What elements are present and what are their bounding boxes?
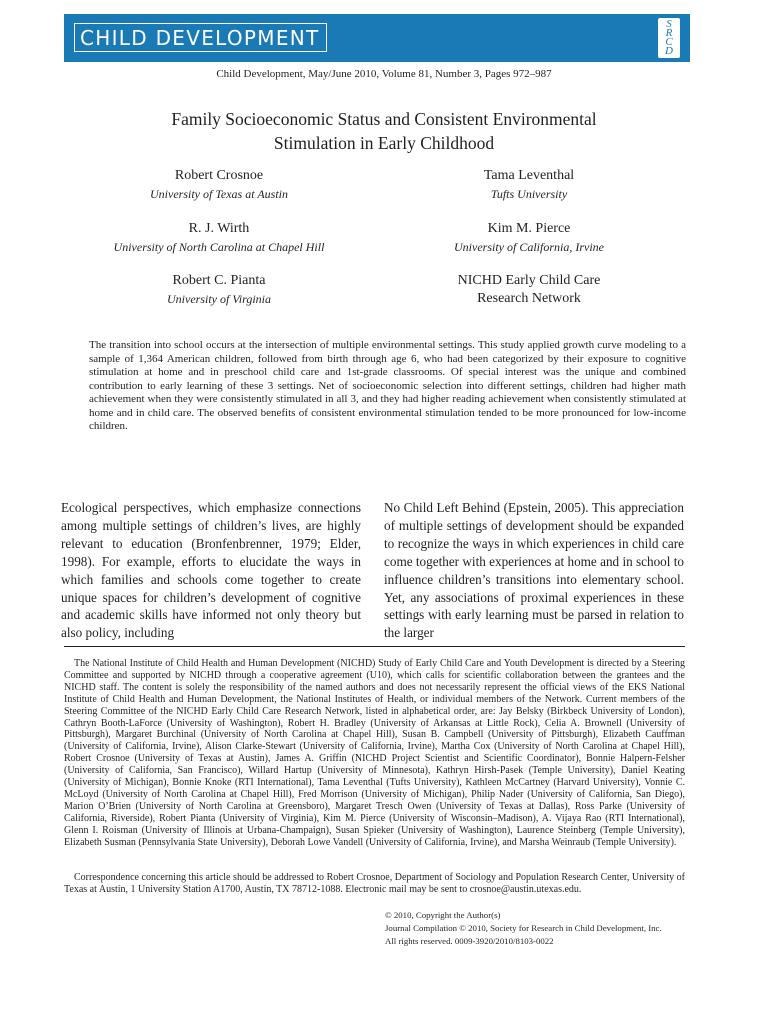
body-column-right: No Child Left Behind (Epstein, 2005). This appreciation of multiple settings of development should be expanded to recognize the ways in which experiences in child care come together with experiences at home and in school to influence children’s transitions into elementary school. Yet, any associations of proximal experiences in these settings with early learning must be parsed in relation to the larger [384,500,684,641]
logo-letter-r: R [665,27,673,39]
group-author-name-line-2: Research Network [477,291,581,306]
author-block [413,272,645,308]
author-affiliation: University of Virginia [167,292,271,306]
footnote-divider [64,646,685,647]
author-affiliation: University of California, Irvine [454,240,604,254]
correspondence-footnote: Correspondence concerning this article should be addressed to Robert Crosnoe, Department of Sociology and Population Research Center, University of Texas at Austin, 1 University Station A1700, Austin, TX 78712-1088. Electronic mail may be sent to crosnoe@austin.utexas.edu. [64,872,685,895]
author-block [413,220,645,256]
logo-letter-s: S [666,18,672,30]
group-author-name: NICHD Early Child Care [457,273,601,288]
copyright-line: © 2010, Copyright the Author(s) [385,910,501,920]
author-name: Kim M. Pierce [487,221,571,236]
author-name: Tama Leventhal [483,168,575,183]
abstract: The transition into school occurs at the intersection of multiple environmental settings. This study applied growth curve modeling to a sample of 1,364 American children, followed from birth through age 6, who had been categorized by their exposure to cognitive stimulation at home and in preschool child care and 1st-grade classrooms. Of special interest was the unique and combined contribution to early learning of these 3 settings. Net of socioeconomic selection into different settings, children had higher math achievement when they were consistently stimulated in all 3, and they had higher reading achievement when consistently stimulated at home and in child care. The observed benefits of consistent environmental stimulation tended to be more pronounced for low-income children. [89,339,686,432]
article-title-line-1: Family Socioeconomic Status and Consistent Environmental [171,109,597,129]
logo-letter-c: C [665,36,673,48]
logo-letter-d: D [665,45,673,57]
srcd-logo [658,18,680,58]
copyright-notice [385,909,705,948]
author-block [97,167,341,203]
journal-banner-title: CHILD DEVELOPMENT [80,26,320,50]
author-block [97,272,341,308]
author-affiliation: University of North Carolina at Chapel Hill [113,240,325,254]
article-title-line-2: Stimulation in Early Childhood [273,133,495,153]
article-title [84,107,684,155]
author-block [97,220,341,256]
funding-footnote: The National Institute of Child Health and Human Development (NICHD) Study of Early Child Care and Youth Development is directed by a Steering Committee and supported by NICHD through a cooperative agreement (U10), which calls for scientific collaboration between the grantees and the NICHD staff. The content is solely the responsibility of the named authors and does not necessarily represent the official views of the EKS National Institute of Child Health and Human Development, the National Institutes of Health, or individual members of the Network. Current members of the Steering Committee of the NICHD Early Child Care Research Network, listed in alphabetical order, are: Jay Belsky (Birkbeck University of London), Cathryn Booth-LaForce (University of Washington), Robert H. Bradley (University of Arkansas at Little Rock), Celia A. Brownell (University of Pittsburgh), Margaret Burchinal (University of North Carolina at Chapel Hill), Susan B. Campbell (University of Pittsburgh), Elizabeth Cauffman (University of California, Irvine), Alison Clarke-Stewart (University of California, Irvine), Martha Cox (University of North Carolina at Chapel Hill), Robert Crosnoe (University of Texas at Austin), James A. Griffin (NICHD Project Scientist and Scientific Coordinator), Bonnie Halpern-Felsher (University of California, San Francisco), Willard Hartup (University of Minnesota), Kathryn Hirsh-Pasek (Temple University), Daniel Keating (University of Michigan), Bonnie Knoke (RTI International), Tama Leventhal (Tufts University), Kathleen McCartney (Harvard University), Vonnie C. McLoyd (University of North Carolina at Chapel Hill), Fred Morrison (University of Michigan), Philip Nader (University of California, San Diego), Marion O’Brien (University of North Carolina at Greensboro), Margaret Tresch Owen (University of Texas at Dallas), Ross Parke (University of California, Riverside), Robert Pianta (University of Virginia), Kim M. Pierce (University of Wisconsin–Madison), A. Vijaya Rao (RTI International), Glenn I. Roisman (University of Illinois at Urbana-Champaign), Susan Spieker (University of Washington), Laurence Steinberg (Temple University), Elizabeth Susman (Pennsylvania State University), Deborah Lowe Vandell (University of California, Irvine), and Marsha Weinraub (Temple University). [64,658,685,848]
author-name: R. J. Wirth [188,221,250,236]
copyright-line: All rights reserved. 0009-3920/2010/8103-0022 [385,936,554,946]
author-affiliation: Tufts University [490,187,568,201]
journal-banner [64,14,690,62]
author-name: Robert C. Pianta [172,273,266,288]
author-affiliation: University of Texas at Austin [150,187,288,201]
author-name: Robert Crosnoe [174,168,264,183]
author-block [413,167,645,203]
body-column-left: Ecological perspectives, which emphasize connections among multiple settings of children’s lives, are highly relevant to education (Bronfenbrenner, 1979; Elder, 1998). For example, efforts to elucidate the ways in which families and schools come together to create unique spaces for children’s development of cognitive and academic skills have informed not only theory but also policy, including [61,500,361,641]
copyright-line: Journal Compilation © 2010, Society for Research in Child Development, Inc. [385,923,662,933]
journal-citation: Child Development, May/June 2010, Volume 81, Number 3, Pages 972–987 [216,68,552,80]
